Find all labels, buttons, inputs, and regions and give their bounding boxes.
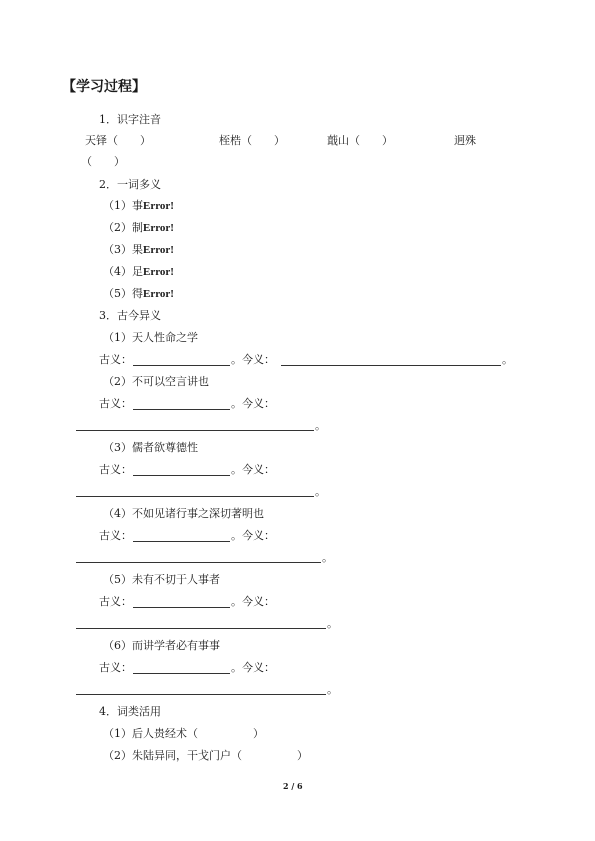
s3-item-2: （2）不可以空言讲也 (103, 375, 209, 388)
answer-line[interactable] (133, 607, 230, 608)
s1-item-4: 迥殊 (454, 134, 476, 147)
s1-item-3: 蕺山（ ） (327, 134, 393, 147)
s3-item-6: （6）而讲学者必有事事 (103, 639, 220, 652)
gu-label: 古义： (99, 463, 132, 476)
section-heading: 【学习过程】 (62, 79, 146, 95)
answer-line[interactable] (76, 430, 314, 431)
answer-line[interactable] (76, 496, 314, 497)
jin-label: 。今义： (231, 463, 275, 476)
line-end: 。 (322, 551, 333, 564)
s2-item-2: （2）制Error! (103, 221, 174, 234)
line-end: 。 (315, 419, 326, 432)
s1-item-4-blank: （ ） (81, 155, 125, 168)
s2-item-3: （3）果Error! (103, 243, 174, 256)
answer-line[interactable] (76, 628, 326, 629)
gu-label: 古义： (99, 595, 132, 608)
s4-item-2: （2）朱陆异同，干戈门户（ ） (103, 749, 308, 762)
jin-label: 。今义： (231, 353, 275, 366)
answer-line[interactable] (76, 694, 326, 695)
jin-label: 。今义： (231, 529, 275, 542)
s2-item-5: （5）得Error! (103, 287, 174, 300)
gu-label: 古义： (99, 397, 132, 410)
s3-item-5: （5）未有不切于人事者 (103, 573, 220, 586)
line-end: 。 (327, 683, 338, 696)
gu-label: 古义： (99, 529, 132, 542)
jin-label: 。今义： (231, 595, 275, 608)
answer-line[interactable] (76, 562, 321, 563)
s1-item-2: 桎梏（ ） (219, 134, 285, 147)
jin-label: 。今义： (231, 661, 275, 674)
line-end: 。 (502, 353, 513, 366)
answer-line[interactable] (133, 541, 230, 542)
line-end: 。 (327, 617, 338, 630)
s2-title: 2．一词多义 (99, 178, 161, 191)
s3-title: 3．古今异义 (99, 309, 161, 322)
s3-item-1: （1）天人性命之学 (103, 331, 198, 344)
s1-item-1: 天铎（ ） (85, 134, 151, 147)
answer-line[interactable] (133, 673, 230, 674)
s3-item-3: （3）儒者欲尊德性 (103, 441, 198, 454)
s4-item-1: （1）后人贵经术（ ） (103, 727, 264, 740)
gu-label: 古义： (99, 353, 132, 366)
answer-line[interactable] (281, 365, 501, 366)
s2-item-1: （1）事Error! (103, 199, 174, 212)
s1-title: 1．识字注音 (99, 113, 161, 126)
gu-label: 古义： (99, 661, 132, 674)
line-end: 。 (315, 485, 326, 498)
jin-label: 。今义： (231, 397, 275, 410)
s2-item-4: （4）足Error! (103, 265, 174, 278)
answer-line[interactable] (133, 365, 230, 366)
s3-item-4: （4）不如见诸行事之深切著明也 (103, 507, 264, 520)
s4-title: 4．词类活用 (99, 705, 161, 718)
answer-line[interactable] (133, 475, 230, 476)
page-number: 2 / 6 (283, 781, 303, 791)
answer-line[interactable] (133, 409, 230, 410)
